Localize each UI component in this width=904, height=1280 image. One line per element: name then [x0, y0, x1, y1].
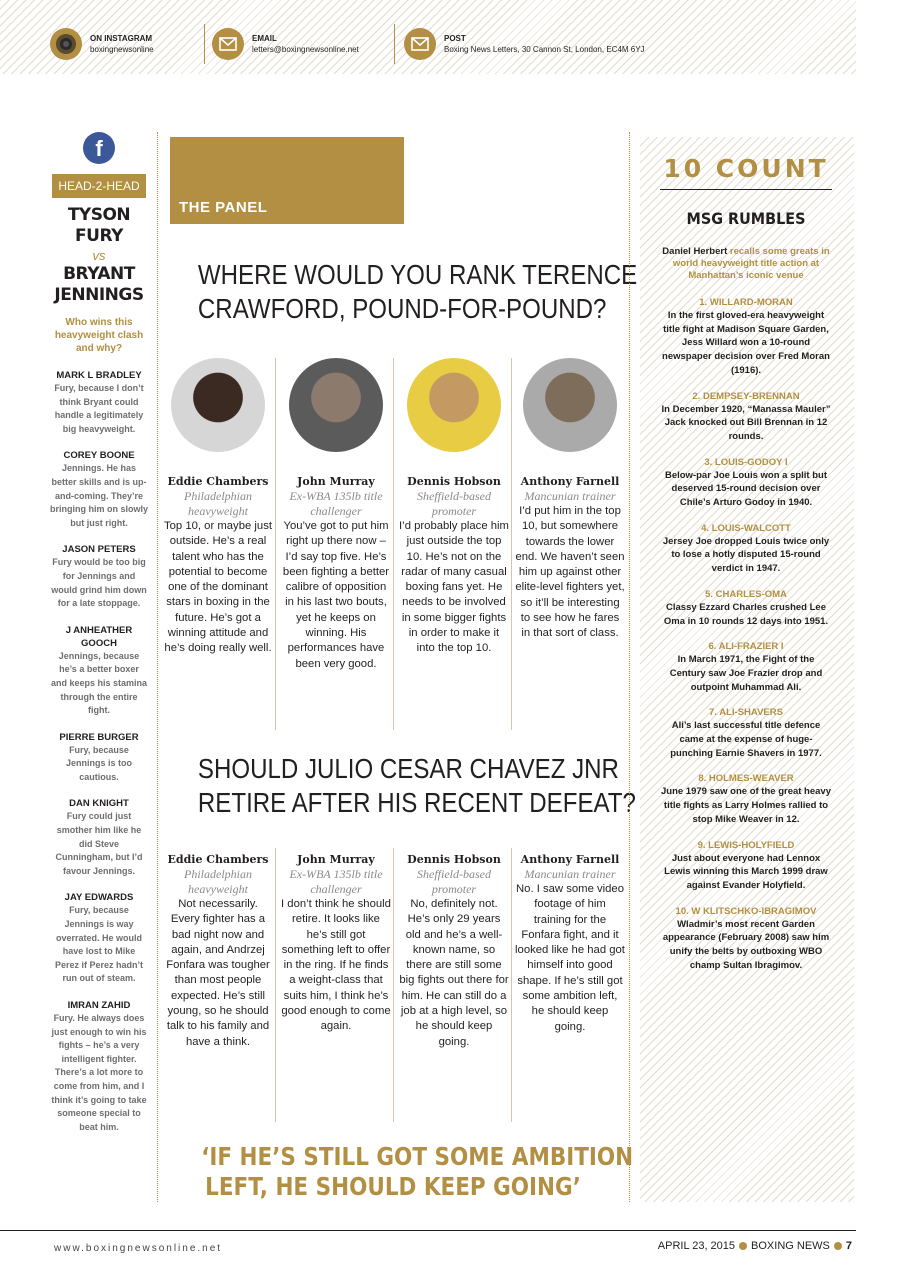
fighter2-first: BRYANT	[63, 264, 135, 284]
reader-name: JAY EDWARDS	[64, 892, 134, 904]
ten-count-item	[660, 522, 832, 576]
panel-member-column	[281, 358, 391, 672]
divider	[394, 24, 395, 64]
ten-count-title: 10 COUNT	[663, 154, 829, 183]
reader-answer: Fury. He always does just enough to win his fights – he’s a very intelligent fighter. There’s a lot more to come from him, and I think it’s going to take someone special to beat him.	[51, 1013, 147, 1132]
email-label: EMAIL	[252, 34, 277, 43]
panel-member-name: Anthony Farnell	[520, 475, 620, 488]
reader-picks	[50, 369, 148, 1134]
vs-label: vs	[92, 248, 106, 263]
envelope-icon	[404, 28, 436, 60]
instagram-contact[interactable]	[50, 28, 154, 60]
reader-pick	[50, 797, 148, 878]
email-contact[interactable]	[212, 28, 359, 60]
intro-text: recalls some greats in world heavyweight title action at Manhattan’s iconic venue	[672, 246, 830, 281]
question1-line1: WHERE WOULD YOU RANK TERENCE	[197, 259, 638, 290]
reader-name: MARK L BRADLEY	[56, 370, 142, 381]
fighter1-name	[50, 205, 148, 247]
ten-count-item-text: Classy Ezzard Charles crushed Lee Oma in 10 rounds 12 days into 1951.	[663, 601, 829, 627]
ten-count-item-title: 7. ALI-SHAVERS	[709, 707, 783, 719]
panel-member-role: Mancunian trainer	[524, 867, 616, 881]
reader-pick	[50, 999, 148, 1134]
publication-name: BOXING NEWS	[751, 1240, 830, 1252]
panel-member-answer: You’ve got to put him right up there now – I’d say top five. He’s been fighting a better calibre of opposition in his last two bouts, yet he keeps on winning. His performances have been very good.	[282, 520, 390, 670]
instagram-handle[interactable]: boxingnewsonline	[90, 45, 154, 54]
ten-count-item-text: Ali’s last successful title defence came at the expense of huge-punching Earnie Shavers in 1977.	[670, 720, 822, 759]
ten-count-intro	[660, 246, 832, 282]
panel-member-column	[281, 852, 391, 1035]
camera-icon	[50, 28, 82, 60]
ten-count-item-title: 1. WILLARD-MORAN	[699, 297, 793, 308]
panel-member-answer: Top 10, or maybe just outside. He’s a real talent who has the potential to become one of the dominant stars in boxing in the future. He’s got a winning attitude and he’s doing really well.	[163, 520, 272, 655]
panel-member-column	[399, 852, 509, 1050]
reader-pick	[50, 731, 148, 785]
panel-member-role: Sheffield-based promoter	[417, 867, 491, 896]
panel-member-answer: I’d probably place him just outside the top 10. He’s not on the radar of many casual boxing fans yet. He needs to be involved in some bigger fights in order to make it into the top 10.	[399, 520, 509, 655]
reader-answer: Fury, because I don’t think Bryant could handle a legitimately big heavyweight.	[54, 383, 144, 434]
ten-count-item-text: In December 1920, “Manassa Mauler” Jack knocked out Bill Brennan in 12 rounds.	[661, 403, 831, 442]
panel-member-name: John Murray	[297, 853, 375, 866]
panel-member-column	[515, 852, 625, 1035]
panel-member-name: Dennis Hobson	[407, 853, 501, 866]
footer-info	[658, 1240, 852, 1252]
pull-quote-line1: ‘IF HE’S STILL GOT SOME AMBITION	[201, 1142, 634, 1171]
post-address: Boxing News Letters, 30 Cannon St, London, EC4M 6YJ	[444, 45, 645, 54]
column-divider	[275, 848, 276, 1122]
footer-rule	[0, 1230, 856, 1231]
reader-name: PIERRE BURGER	[59, 731, 139, 743]
column-divider	[393, 358, 394, 730]
instagram-label: ON INSTAGRAM	[90, 34, 153, 43]
head2head-question: Who wins this heavyweight clash and why?	[54, 317, 144, 354]
reader-name: JASON PETERS	[62, 544, 136, 556]
reader-pick	[50, 624, 148, 718]
ten-count-item	[660, 456, 832, 510]
question2-line1: SHOULD JULIO CESAR CHAVEZ JNR	[197, 753, 619, 784]
column-divider	[393, 848, 394, 1122]
head2head-badge: HEAD-2-HEAD	[52, 174, 146, 198]
ten-count-item	[660, 588, 832, 628]
panel-member-photo	[289, 358, 383, 452]
ten-count-item-title: 4. LOUIS-WALCOTT	[701, 522, 791, 534]
ten-count-item-text: June 1979 saw one of the great heavy title fights as Larry Holmes rallied to stop Mike Weaver in 12.	[660, 786, 831, 825]
column-divider	[511, 358, 512, 730]
reader-answer: Fury, because Jennings is too cautious.	[65, 744, 132, 782]
fighter1-first: TYSON	[67, 205, 131, 225]
column-divider	[275, 358, 276, 730]
panel-member-role: Mancunian trainer	[524, 489, 616, 503]
ten-count-subtitle: MSG RUMBLES	[686, 209, 806, 228]
panel-member-role: Ex-WBA 135lb title challenger	[289, 489, 383, 518]
ten-count-item-text: Below-par Joe Louis won a split but deserved 15-round decision over Chile’s Arturo Godoy in 1940.	[664, 469, 828, 509]
panel-member-name: Anthony Farnell	[520, 853, 620, 866]
bullet-icon	[739, 1242, 747, 1250]
ten-count-list	[660, 296, 832, 973]
panel-member-photo	[523, 358, 617, 452]
ten-count-item-title: 3. LOUIS-GODOY I	[704, 456, 788, 468]
pull-quote	[201, 1142, 634, 1202]
panel-member-column	[163, 358, 273, 657]
panel-member-column	[163, 852, 273, 1050]
reader-pick	[50, 891, 148, 986]
bullet-icon	[834, 1242, 842, 1250]
panel-member-name: Eddie Chambers	[167, 853, 269, 866]
ten-count-item-title: 8. HOLMES-WEAVER	[698, 773, 794, 785]
ten-count-item	[660, 640, 832, 694]
panel-member-answer: I don’t think he should retire. It looks like he’s still got something left to offer in the ring. If he finds a weight-class that suits him, I think he’s good enough to come again.	[281, 898, 391, 1033]
ten-count-item-title: 10. W KLITSCHKO-IBRAGIMOV	[675, 905, 817, 917]
footer-url[interactable]: www.boxingnewsonline.net	[54, 1243, 223, 1254]
page-number: 7	[845, 1240, 852, 1252]
ten-count-item-title: 6. ALI-FRAZIER I	[708, 641, 784, 653]
panel-question-2	[197, 752, 636, 820]
column-divider	[157, 132, 158, 1202]
email-address[interactable]: letters@boxingnewsonline.net	[252, 45, 359, 54]
column-divider	[629, 132, 630, 1202]
panel-member-column	[399, 358, 509, 657]
fighter1-last: FURY	[75, 226, 123, 246]
post-contact	[404, 28, 645, 60]
ten-count-item-title: 9. LEWIS-HOLYFIELD	[697, 839, 795, 851]
ten-count-item	[660, 390, 832, 444]
reader-pick	[50, 543, 148, 610]
pull-quote-line2: LEFT, HE SHOULD KEEP GOING’	[205, 1172, 581, 1201]
question2-line2: RETIRE AFTER HIS RECENT DEFEAT?	[197, 787, 636, 818]
panel-member-answer: No. I saw some video footage of him training for the Fonfara fight, and it looked like he had got himself into good shape. If he’s still got some ambition left, he should keep going.	[515, 883, 625, 1033]
reader-answer: Fury, because Jennings is way overrated. He would have lost to Mike Perez if Perez hadn’t run out of steam.	[54, 905, 144, 984]
panel-member-column	[515, 358, 625, 642]
ten-count-sidebar	[640, 137, 854, 1202]
issue-date: APRIL 23, 2015	[657, 1240, 736, 1252]
panel-member-answer: Not necessarily. Every fighter has a bad night now and again, and Andrzej Fonfara was tougher than most people expected. He’s still young, so he should talk to his family and have a think.	[166, 898, 270, 1048]
panel-member-role: Philadelphian heavyweight	[184, 489, 252, 518]
panel-member-answer: No, definitely not. He’s only 29 years old and he’s a well-known name, so there are still some big fights out there for him. He can still do a job at a high level, so he should keep going.	[399, 898, 509, 1048]
ten-count-item-text: Wladmir’s most recent Garden appearance (February 2008) saw him unify the belts by outboxing WBO champ Sultan Ibragimov.	[662, 918, 830, 971]
panel-member-name: John Murray	[297, 475, 375, 488]
question1-line2: CRAWFORD, POUND-FOR-POUND?	[197, 293, 607, 324]
reader-pick	[50, 369, 148, 436]
reader-answer: Jennings, because he’s a better boxer and keeps his stamina through the entire fight.	[50, 650, 148, 716]
reader-name: DAN KNIGHT	[69, 798, 129, 810]
panel-tab	[170, 137, 404, 224]
panel-member-role: Ex-WBA 135lb title challenger	[289, 867, 383, 896]
ten-count-item	[660, 905, 832, 973]
contact-bar	[0, 0, 856, 74]
panel-member-photo	[171, 358, 265, 452]
panel-title: THE PANEL	[179, 199, 268, 216]
ten-count-item	[660, 296, 832, 378]
panel-member-name: Dennis Hobson	[407, 475, 501, 488]
fighter2-last: JENNINGS	[54, 285, 144, 305]
divider	[204, 24, 205, 64]
panel-member-role: Sheffield-based promoter	[417, 489, 491, 518]
facebook-icon[interactable]: f	[83, 132, 115, 164]
panel-member-answer: I’d put him in the top 10, but somewhere towards the lower end. We haven’t seen him up against other elite-level fighters yet, so it’ll be interesting to see how he fares in that sort of class.	[515, 505, 625, 640]
panel-member-name: Eddie Chambers	[167, 475, 269, 488]
reader-answer: Fury could just smother him like he did Steve Cunningham, but I’d favour Jennings.	[55, 811, 143, 876]
ten-count-item-text: Jersey Joe dropped Louis twice only to lose a hotly disputed 15-round verdict in 1947.	[662, 535, 830, 575]
ten-count-item	[660, 772, 832, 826]
panel-member-role: Philadelphian heavyweight	[184, 867, 252, 896]
envelope-icon	[212, 28, 244, 60]
reader-name: IMRAN ZAHID	[67, 1000, 131, 1011]
ten-count-item-title: 5. CHARLES-OMA	[705, 588, 787, 600]
reader-answer: Jennings. He has better skills and is up-and-coming. They’re bringing him on slowly but just right.	[50, 463, 148, 528]
ten-count-item-text: In March 1971, the Fight of the Century saw Joe Frazier drop and outpoint Muhammad Ali.	[669, 654, 823, 693]
reader-name: J ANHEATHER GOOCH	[65, 624, 133, 649]
intro-author: Daniel Herbert	[662, 246, 728, 257]
reader-pick	[50, 449, 148, 530]
head2head-column	[50, 132, 148, 1147]
divider	[660, 189, 832, 190]
ten-count-item-text: Just about everyone had Lennox Lewis winning this March 1999 draw against Evander Holyfield.	[664, 852, 828, 891]
panel-question-1	[197, 258, 638, 326]
post-label: POST	[444, 34, 466, 43]
reader-answer: Fury would be too big for Jennings and would grind him down for a late stoppage.	[51, 557, 147, 609]
reader-name: COREY BOONE	[63, 450, 135, 462]
column-divider	[511, 848, 512, 1122]
panel-member-photo	[407, 358, 501, 452]
fighter2-name	[50, 264, 148, 306]
ten-count-item	[660, 706, 832, 760]
ten-count-item-text: In the first gloved-era heavyweight title fight at Madison Square Garden, Jess Willard won a 10-round newspaper decision over Fred Moran (1916).	[662, 310, 830, 376]
ten-count-item-title: 2. DEMPSEY-BRENNAN	[692, 390, 800, 402]
ten-count-item	[660, 839, 832, 893]
